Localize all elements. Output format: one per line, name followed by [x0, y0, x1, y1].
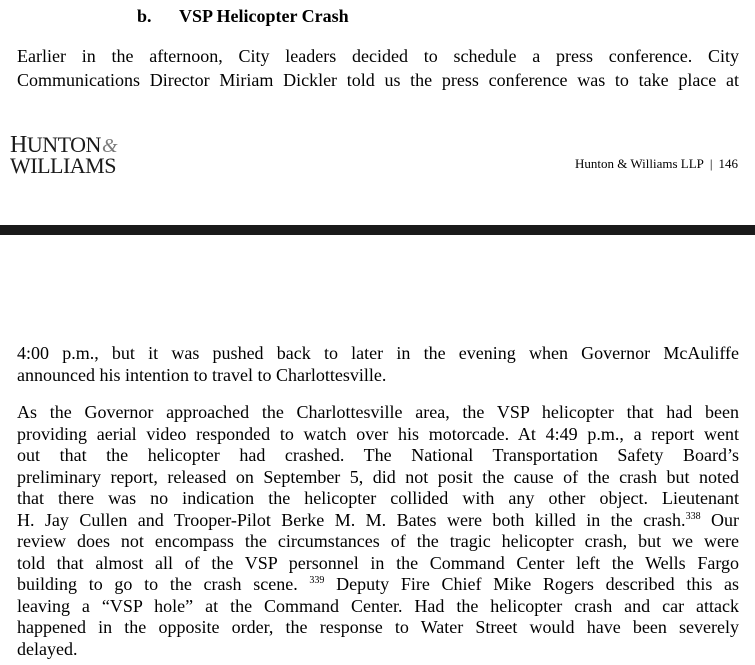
section-heading — [137, 6, 349, 27]
paragraph-line: 4:00 p.m., but it was pushed back to later in the evening when Governor McAuliffe — [17, 343, 739, 363]
line-text: H. Jay Cullen and Trooper-Pilot Berke M. M. Bates were both killed in the crash. — [17, 509, 686, 530]
paragraph-line: happened in the opposite order, the response to Water Street would have been severely — [17, 617, 739, 637]
page-footer — [575, 156, 738, 172]
line-text: building to go to the crash scene. — [17, 574, 298, 594]
paragraph-line: review does not encompass the circumstances of the tragic helicopter crash, but we were — [17, 531, 739, 551]
section-number: b. — [137, 6, 152, 26]
line-text: Our — [711, 509, 739, 530]
line-text: Deputy Fire Chief Mike Rogers described this as — [336, 574, 740, 594]
paragraph-line: that there was no indication the helicopter collided with any other object. Lieutenant — [17, 488, 739, 508]
logo-text: ILLIAMS — [30, 153, 116, 178]
paragraph-line: delayed. — [17, 638, 78, 659]
continued-paragraph — [17, 343, 739, 386]
logo-letter: H — [10, 132, 27, 158]
page-top — [0, 0, 755, 222]
intro-line: Communications Director Miriam Dickler told us the press conference was to take place at — [17, 70, 739, 90]
paragraph-line: As the Governor approached the Charlottesville area, the VSP helicopter that had been — [17, 402, 739, 422]
intro-paragraph — [17, 44, 739, 92]
paragraph-line: leaving a “VSP hole” at the Command Center. Had the helicopter crash and car attack — [17, 595, 739, 616]
firm-name: Hunton & Williams LLP — [575, 156, 704, 171]
paragraph-line: told that almost all of the VSP personnel in the Command Center left the Wells Fargo — [17, 552, 739, 573]
intro-line: Earlier in the afternoon, City leaders decided to schedule a press conference. City — [17, 46, 739, 66]
page-break-bar — [0, 225, 755, 235]
page-number: 146 — [718, 156, 738, 171]
footnote-marker[interactable]: 338 — [685, 510, 701, 522]
main-paragraph — [17, 402, 739, 660]
paragraph-line: out that the helicopter had crashed. The National Transportation Safety Board’s — [17, 445, 739, 465]
footer-separator: | — [709, 156, 713, 171]
section-title: VSP Helicopter Crash — [179, 6, 349, 26]
logo-text: UNTON — [26, 132, 101, 157]
paragraph-line: providing aerial video responded to watch over his motorcade. At 4:49 p.m., a report went — [17, 423, 739, 444]
paragraph-line — [17, 510, 739, 532]
logo-ampersand: & — [101, 135, 117, 157]
footnote-marker[interactable]: 339 — [309, 575, 325, 586]
hunton-williams-logo — [10, 132, 117, 178]
paragraph-line: preliminary report, released on September 5, did not posit the cause of the crash but noted — [17, 466, 739, 487]
paragraph-line: announced his intention to travel to Charlottesville. — [17, 364, 387, 385]
paragraph-line — [17, 574, 739, 596]
logo-letter: W — [10, 153, 31, 178]
